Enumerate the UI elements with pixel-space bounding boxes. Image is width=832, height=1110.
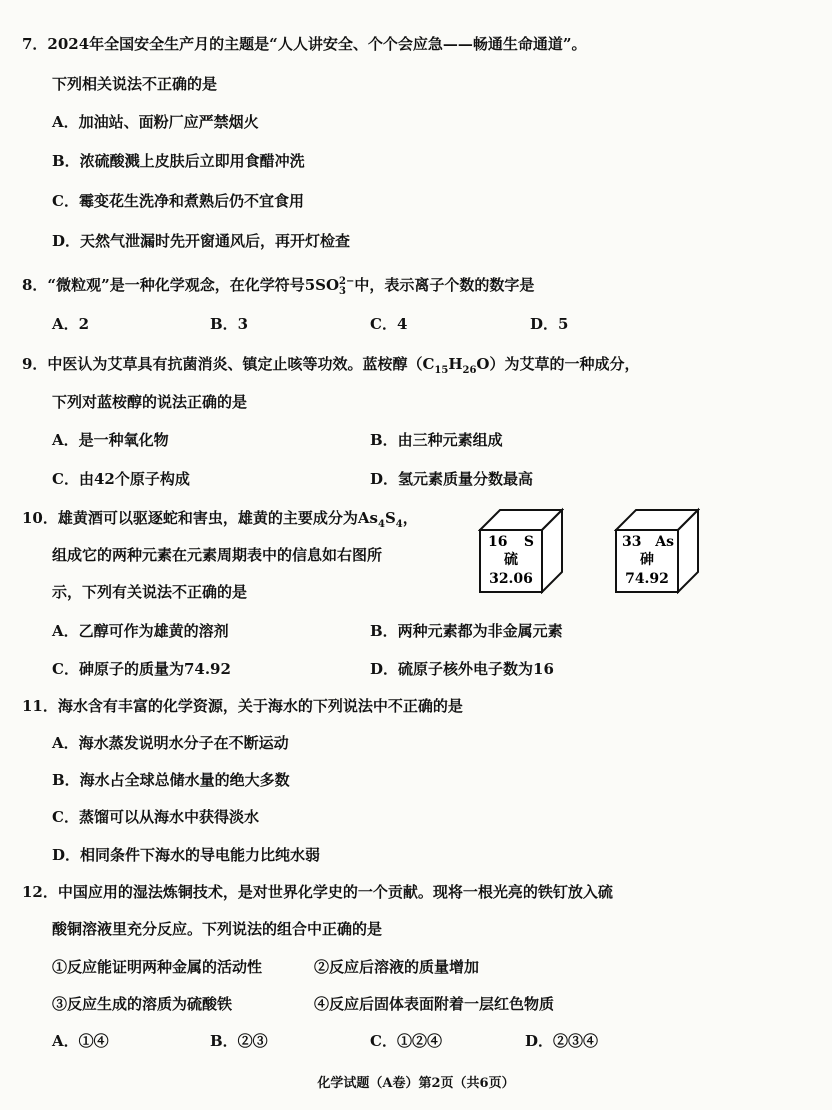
q9-option-c: C．由42个原子构成 (52, 470, 190, 488)
q12-statement-3: ③反应生成的溶质为硫酸铁 (52, 995, 233, 1013)
sulfur-atomic-mass: 32.06 (489, 571, 533, 587)
q10-stem-text-a: 10．雄黄酒可以驱逐蛇和害虫，雄黄的主要成分为As (22, 509, 378, 527)
q8-option-d: D．5 (530, 315, 569, 333)
q10-stem-text-b: ， (402, 509, 418, 527)
q9-formula-h: H (448, 355, 463, 373)
q12-option-c: C．①②④ (370, 1032, 442, 1050)
q12-option-d: D．②③④ (525, 1032, 599, 1050)
q7-option-a: A．加油站、面粉厂应严禁烟火 (52, 113, 259, 131)
q8-stem-subscript: 3 (339, 286, 346, 297)
q8-option-c: C．4 (370, 315, 408, 333)
sulfur-atomic-number: 16 (488, 534, 508, 550)
q9-formula-sub2: 26 (462, 365, 477, 376)
element-card-arsenic (614, 506, 700, 594)
q10-option-d: D．硫原子核外电子数为16 (370, 660, 554, 678)
q12-statement-2: ②反应后溶液的质量增加 (314, 958, 480, 976)
q11-option-c: C．蒸馏可以从海水中获得淡水 (52, 808, 259, 826)
q10-option-c: C．砷原子的质量为74.92 (52, 660, 231, 678)
q12-option-a: A．①④ (52, 1032, 109, 1050)
arsenic-atomic-mass: 74.92 (625, 571, 669, 587)
q10-formula-sub1: 4 (377, 519, 385, 530)
q10-formula-sub2: 4 (395, 519, 403, 530)
q9-stem-line1 (22, 354, 640, 381)
q10-option-b: B．两种元素都为非金属元素 (370, 622, 563, 640)
q10-stem-line3: 示，下列有关说法不正确的是 (52, 583, 248, 601)
q9-option-a: A．是一种氧化物 (52, 431, 169, 449)
q9-stem-text-b: O）为艾草的一种成分， (476, 355, 640, 373)
q12-stem-line2: 酸铜溶液里充分反应。下列说法的组合中正确的是 (52, 920, 383, 938)
q9-option-b: B．由三种元素组成 (370, 431, 503, 449)
q11-option-d: D．相同条件下海水的导电能力比纯水弱 (52, 846, 321, 864)
q7-stem-line2: 下列相关说法不正确的是 (52, 75, 218, 93)
q8-stem-text-a: 8．“微粒观”是一种化学观念，在化学符号5SO (22, 276, 340, 294)
q10-stem-line2: 组成它的两种元素在元素周期表中的信息如右图所 (52, 546, 383, 564)
q8-stem-text-b: 中，表示离子个数的数字是 (354, 276, 535, 294)
page-footer: 化学试题（A卷）第2页（共6页） (317, 1076, 515, 1091)
q7-option-b: B．浓硫酸溅上皮肤后立即用食醋冲洗 (52, 152, 305, 170)
arsenic-name: 砷 (640, 552, 654, 568)
q11-option-a: A．海水蒸发说明水分子在不断运动 (52, 734, 289, 752)
q9-stem-text-a: 9．中医认为艾草具有抗菌消炎、镇定止咳等功效。蓝桉醇（C (22, 355, 435, 373)
q8-stem-superscript: 2− (339, 276, 355, 287)
q11-option-b: B．海水占全球总储水量的绝大多数 (52, 771, 290, 789)
q7-stem-line1: 7．2024年全国安全生产月的主题是“人人讲安全、个个会应急——畅通生命通道”。 (22, 35, 587, 53)
element-card-sulfur (478, 506, 564, 594)
q10-stem-line1 (22, 508, 418, 535)
q7-option-d: D．天然气泄漏时先开窗通风后，再开灯检查 (52, 232, 351, 250)
q7-option-c: C．霉变花生洗净和煮熟后仍不宜食用 (52, 192, 304, 210)
sulfur-symbol: S (523, 534, 534, 550)
q8-option-b: B．3 (210, 315, 249, 333)
q9-option-d: D．氢元素质量分数最高 (370, 470, 534, 488)
q10-formula-s: S (384, 509, 396, 527)
q10-option-a: A．乙醇可作为雄黄的溶剂 (52, 622, 229, 640)
q8-option-a: A．2 (52, 315, 90, 333)
q9-formula-sub1: 15 (434, 365, 449, 376)
arsenic-atomic-number: 33 (622, 534, 642, 550)
q12-statement-1: ①反应能证明两种金属的活动性 (52, 958, 263, 976)
arsenic-symbol: As (655, 534, 674, 550)
q12-option-b: B．②③ (210, 1032, 268, 1050)
sulfur-name: 硫 (504, 552, 518, 568)
q12-statement-4: ④反应后固体表面附着一层红色物质 (314, 995, 555, 1013)
q8-stem (22, 272, 534, 302)
q11-stem: 11．海水含有丰富的化学资源，关于海水的下列说法中不正确的是 (22, 697, 463, 715)
q12-stem-line1: 12．中国应用的湿法炼铜技术，是对世界化学史的一个贡献。现将一根光亮的铁钉放入硫 (22, 883, 613, 901)
q9-stem-line2: 下列对蓝桉醇的说法正确的是 (52, 393, 248, 411)
